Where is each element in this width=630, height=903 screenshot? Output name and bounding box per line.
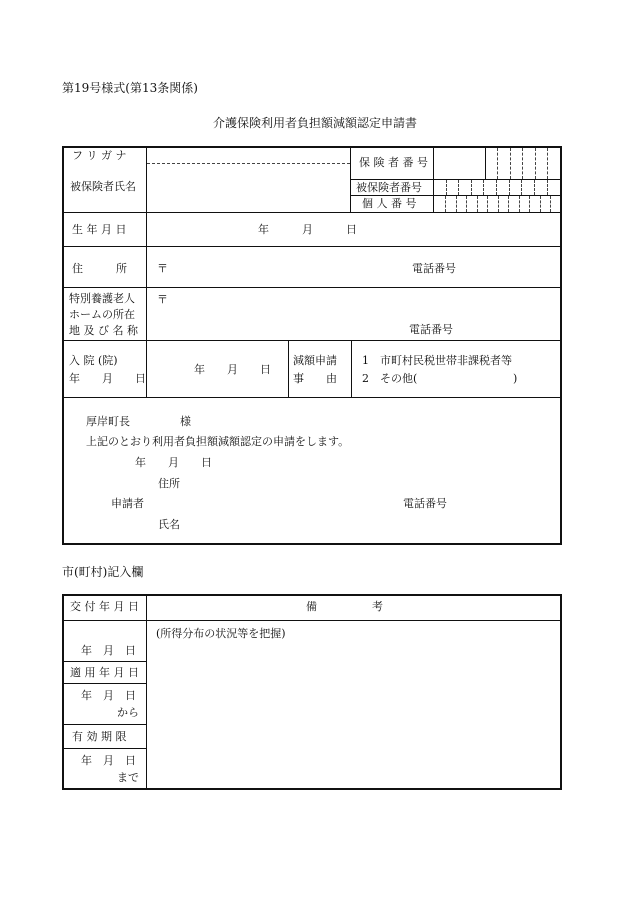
honorific: 様 bbox=[180, 415, 191, 428]
apply-date-field[interactable]: 年 月 日 bbox=[81, 689, 136, 702]
apply-date-label: 適 用 年 月 日 bbox=[70, 666, 139, 679]
furigana-label: フ リ ガ ナ bbox=[72, 149, 127, 162]
insured-name-label: 被保険者氏名 bbox=[70, 180, 136, 193]
applicant-name-label: 氏名 bbox=[158, 518, 180, 531]
reason-label-line1: 減額申請 bbox=[293, 354, 337, 367]
form-number: 第19号様式(第13条関係) bbox=[62, 81, 198, 95]
applicant-label: 申請者 bbox=[111, 497, 144, 510]
valid-period-label: 有 効 期 限 bbox=[72, 730, 127, 743]
reason-option-1[interactable]: 1 市町村民税世帯非課税者等 bbox=[362, 354, 512, 367]
issue-date-field[interactable]: 年 月 日 bbox=[81, 644, 136, 657]
apply-from-label: から bbox=[117, 706, 139, 719]
birth-date-field[interactable]: 年 月 日 bbox=[258, 223, 357, 236]
reason-option-2-close: ) bbox=[513, 372, 518, 385]
reason-label-line2: 事 由 bbox=[293, 372, 337, 385]
municipal-section-heading: 市(町村)記入欄 bbox=[62, 565, 144, 579]
facility-label-line3: 地 及 び 名 称 bbox=[69, 324, 138, 337]
issue-date-label: 交 付 年 月 日 bbox=[70, 600, 139, 613]
insurer-number-label: 保 険 者 番 号 bbox=[359, 156, 428, 169]
form-title: 介護保険利用者負担額減額認定申請書 bbox=[213, 116, 418, 130]
admission-label-line2: 年 月 日 bbox=[69, 372, 146, 385]
personal-number-label: 個 人 番 号 bbox=[362, 197, 417, 210]
valid-date-field[interactable]: 年 月 日 bbox=[81, 754, 136, 767]
insured-number-label: 被保険者番号 bbox=[356, 181, 422, 194]
admission-label-line1: 入 院 (院) bbox=[69, 354, 118, 367]
reason-option-2[interactable]: 2 その他( bbox=[362, 372, 418, 385]
remarks-note: (所得分布の状況等を把握) bbox=[156, 627, 286, 640]
facility-label-line1: 特別養護老人 bbox=[69, 292, 135, 305]
admission-date-field[interactable]: 年 月 日 bbox=[194, 363, 271, 376]
valid-until-label: まで bbox=[117, 771, 139, 784]
address-label: 住 所 bbox=[72, 262, 127, 275]
applicant-phone-label: 電話番号 bbox=[403, 497, 447, 510]
remarks-label: 備 考 bbox=[306, 600, 383, 613]
address-phone-label: 電話番号 bbox=[412, 262, 456, 275]
application-date-field[interactable]: 年 月 日 bbox=[135, 456, 212, 469]
applicant-address-label: 住所 bbox=[158, 477, 180, 490]
addressee: 厚岸町長 bbox=[86, 415, 130, 428]
address-postal-mark: 〒 bbox=[157, 262, 168, 275]
facility-postal-mark: 〒 bbox=[157, 293, 168, 306]
facility-label-line2: ホームの所在 bbox=[69, 308, 135, 321]
facility-phone-label: 電話番号 bbox=[409, 323, 453, 336]
application-statement: 上記のとおり利用者負担額減額認定の申請をします。 bbox=[86, 435, 350, 448]
birth-date-label: 生 年 月 日 bbox=[72, 223, 127, 236]
